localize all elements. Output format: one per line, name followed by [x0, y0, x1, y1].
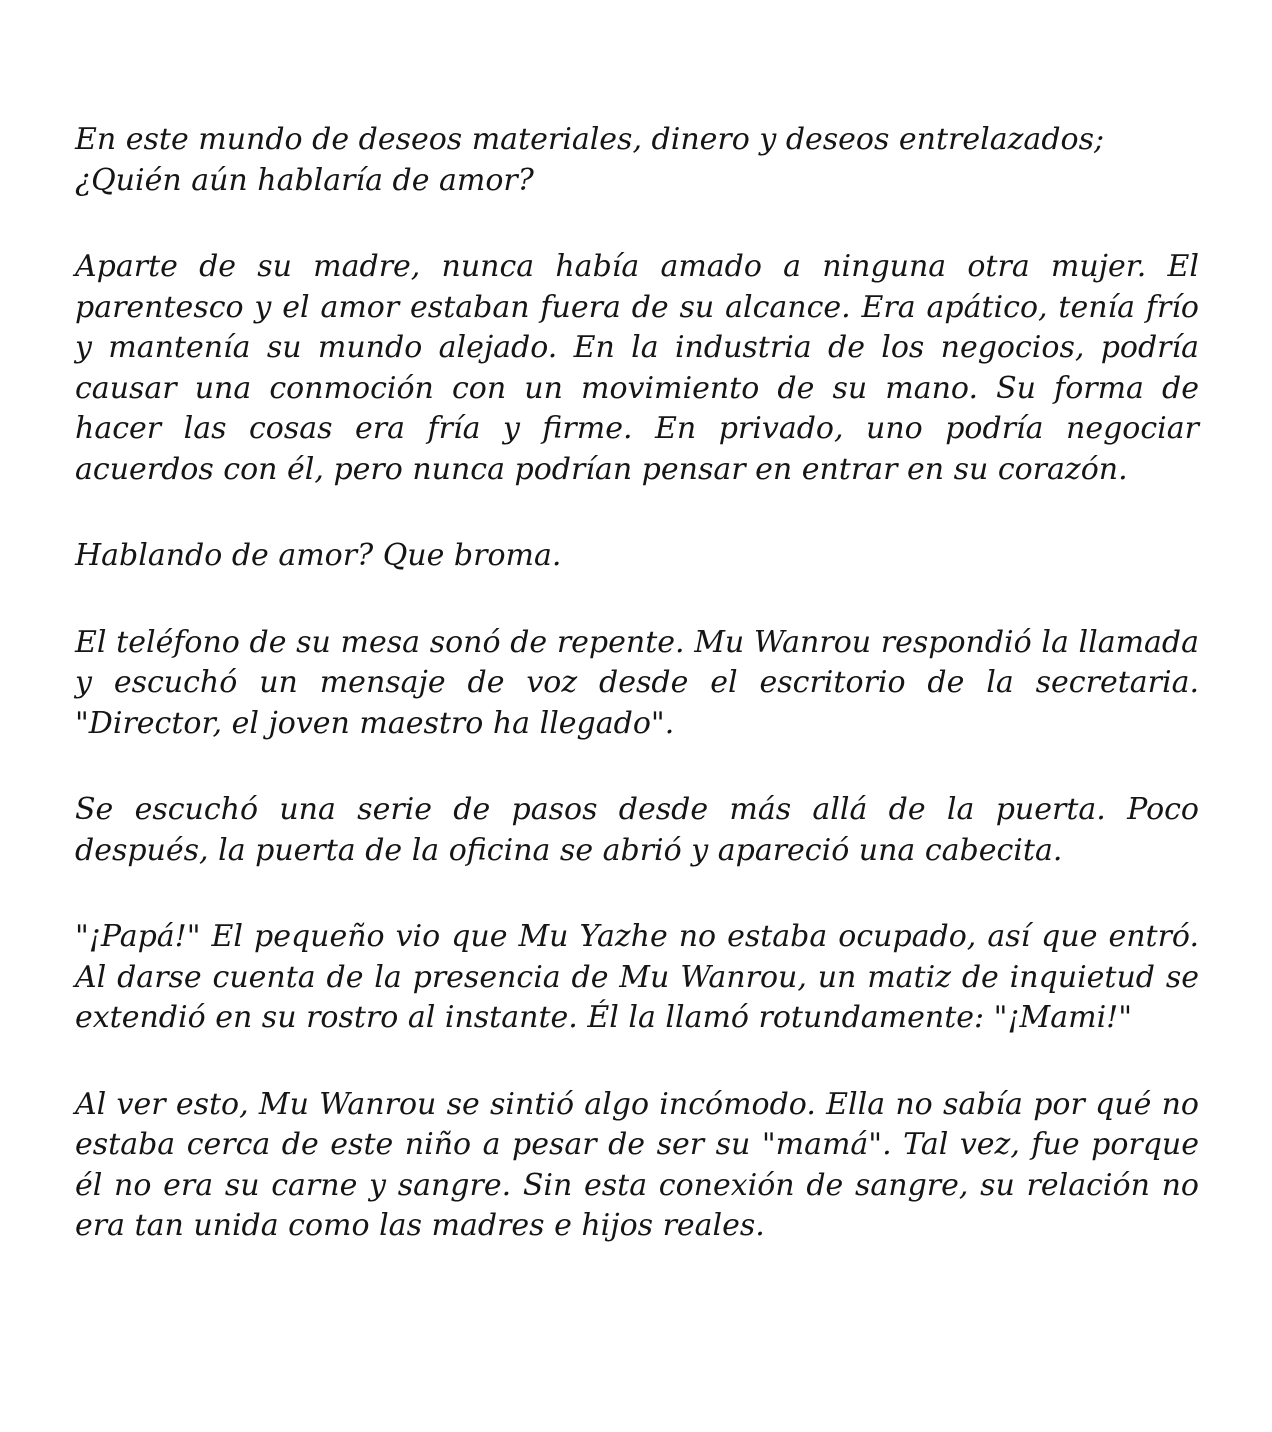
paragraph-1-line-1: En este mundo de deseos materiales, dinero y deseos entrelazados; — [75, 122, 1105, 157]
paragraph-5: Se escuchó una serie de pasos desde más allá de la puerta. Poco después, la puerta de la oficina se abrió y apareció una cabecita. — [75, 792, 1199, 868]
document-body — [75, 120, 1199, 1247]
paragraph-2: Aparte de su madre, nunca había amado a ninguna otra mujer. El parentesco y el amor estaban fuera de su alcance. Era apático, tenía frío y mantenía su mundo alejado. En la industria de los negocios, podría causar una conmoción con un movimiento de su mano. Su forma de hacer las cosas era fría y firme. En privado, uno podría negociar acuerdos con él, pero nunca podrían pensar en entrar en su corazón. — [75, 249, 1199, 487]
paragraph-6: "¡Papá!" El pequeño vio que Mu Yazhe no estaba ocupado, así que entró. Al darse cuenta de la presencia de Mu Wanrou, un matiz de inquietud se extendió en su rostro al instante. Él la llamó rotundamente: "¡Mami!" — [75, 919, 1199, 1035]
paragraph-1-line-2: ¿Quién aún hablaría de amor? — [75, 162, 534, 198]
paragraph-1 — [75, 120, 1199, 201]
paragraph-3: Hablando de amor? Que broma. — [75, 538, 562, 573]
paragraph-4: El teléfono de su mesa sonó de repente. Mu Wanrou respondió la llamada y escuchó un mensaje de voz desde el escritorio de la secretaria. "Director, el joven maestro ha llegado". — [75, 624, 1199, 741]
paragraph-7: Al ver esto, Mu Wanrou se sintió algo incómodo. Ella no sabía por qué no estaba cerca de este niño a pesar de ser su "mamá". Tal vez, fue porque él no era su carne y sangre. Sin esta conexión de sangre, su relación no era tan unida como las madres e hijos reales. — [75, 1086, 1199, 1243]
